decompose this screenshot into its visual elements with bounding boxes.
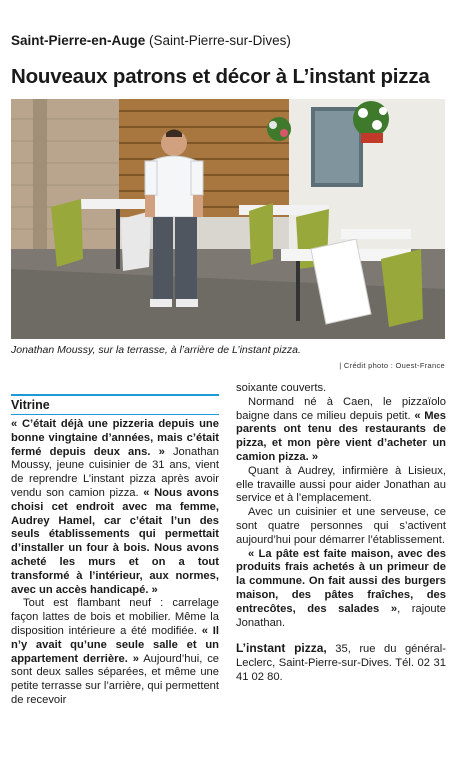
paragraph: [11, 597, 219, 707]
business-name: L’instant pizza,: [236, 641, 327, 656]
paragraph: soixante couverts.: [236, 382, 327, 394]
rubric-top-rule: [11, 394, 219, 396]
article-column-1: [11, 418, 219, 708]
terrace-photo: [11, 99, 445, 339]
text: Normand né à Caen, le pizzaïolo baigne dans ce milieu depuis petit.: [236, 395, 446, 422]
paragraph: Quant à Audrey, infirmière à Lisieux, elle travaille aussi pour aider Jonathan au service et à l’emplacement.: [236, 464, 446, 505]
quote: « Il n’y avait qu’une seule salle et un appartement derrière. »: [11, 624, 220, 665]
text: , rajoute Jonathan.: [236, 602, 446, 629]
quote: « La pâte est faite maison, avec des produits frais achetés à un primeur de la commune. On fait aussi des burgers maison, des pâtes fraîches, des entrecôtes, des salades »: [236, 547, 446, 615]
rubric-label: Vitrine: [11, 398, 50, 412]
kicker-place: Saint-Pierre-en-Auge: [11, 33, 146, 48]
text: Tout est flambant neuf : carrelage façon lattes de bois et mobilier. Même la disposition intérieure a été modifiée.: [11, 597, 219, 637]
article-title: Nouveaux patrons et décor à L’instant pizza: [11, 65, 430, 88]
kicker: [11, 32, 291, 50]
quote: « C’était déjà une pizzeria depuis une bonne vingtaine d’années, mais c’était fermé depuis deux ans. »: [11, 418, 219, 458]
paragraph: [236, 548, 446, 631]
rubric-bottom-rule: [11, 414, 219, 415]
article-column-2: [236, 382, 446, 685]
practical-info: [236, 642, 446, 684]
paragraph: Avec un cuisinier et une serveuse, ce sont quatre personnes qui s’activent aujourd’hui pour démarrer l’établissement.: [236, 506, 446, 546]
photo-caption: Jonathan Moussy, sur la terrasse, à l’arrière de L’instant pizza.: [11, 344, 301, 356]
quote: « Mes parents ont tenu des restaurants de pizza, et mon père vient d’acheter un camion pizza. »: [236, 409, 446, 463]
rubric: [11, 394, 219, 416]
text: Jonathan Moussy, jeune cuisinier de 31 ans, vient de reprendre L’instant pizza après avoir vendu son camion pizza.: [11, 445, 219, 499]
address: 35, rue du général-Leclerc, Saint-Pierre-sur-Dives. Tél. 02 31 41 02 80.: [236, 643, 446, 683]
paragraph: [236, 396, 446, 465]
text: Aujourd’hui, ce sont deux salles séparées, et même une petite terrasse sur l’arrière, qui permettent de recevoir: [11, 652, 220, 706]
kicker-sub: (Saint-Pierre-sur-Dives): [149, 33, 291, 48]
quote: « Nous avons choisi cet endroit avec ma femme, Audrey Hamel, car c’était l’un des seuls établissements qui permettait d’installer un four à bois. Nous avons acheté les murs et on a tout transformé à l’intérieur, aux normes, avec un accès handicapé. »: [11, 486, 219, 596]
article-photo: [11, 99, 445, 339]
paragraph: [11, 418, 219, 597]
photo-credit: | Crédit photo : Ouest-France: [339, 361, 445, 370]
